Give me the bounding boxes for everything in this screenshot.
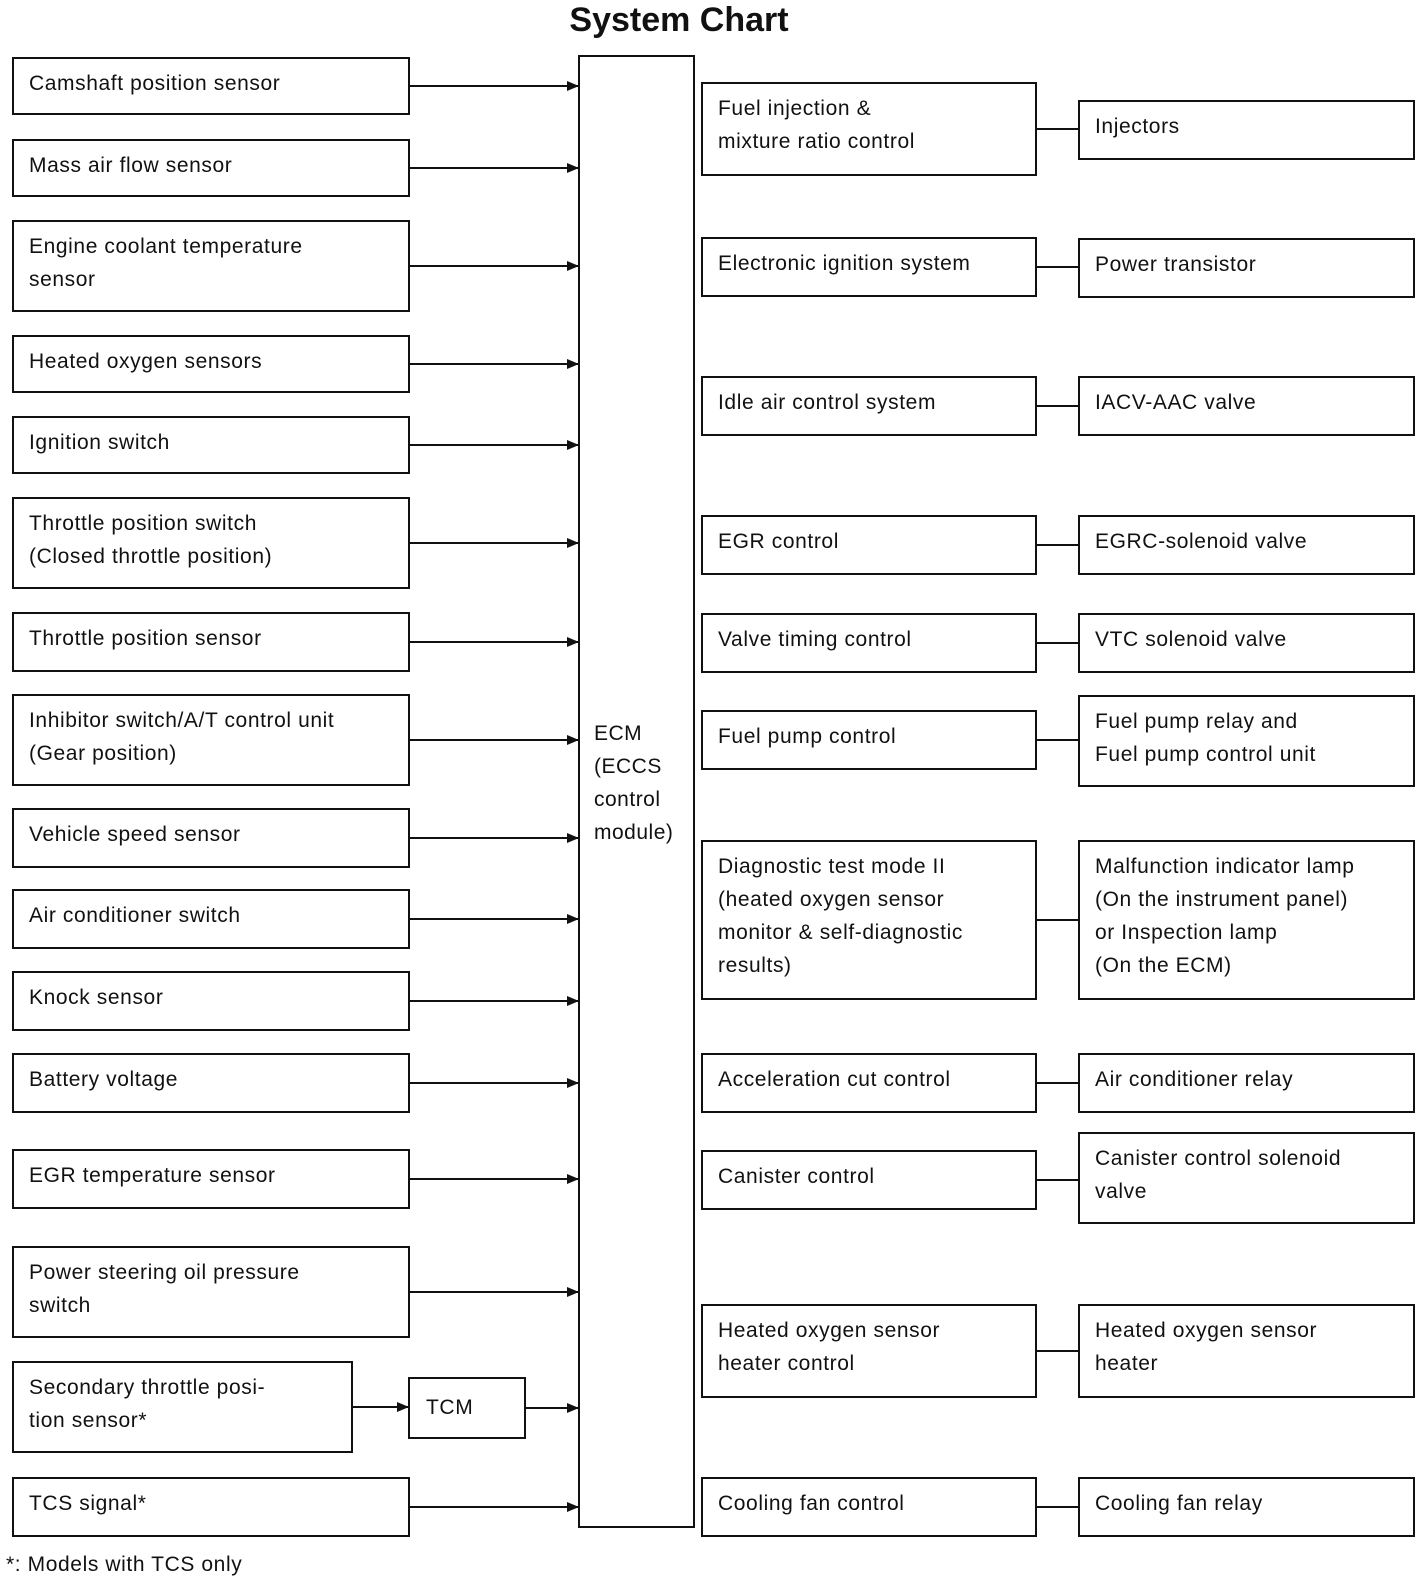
actuator-box-4 bbox=[1078, 515, 1415, 575]
actuator-box-11-label: Cooling fan relay bbox=[1095, 1492, 1263, 1515]
input-box-6-label: Throttle position switch (Closed throttle position) bbox=[29, 512, 273, 568]
control-box-11-label: Cooling fan control bbox=[718, 1492, 905, 1515]
control-box-5-label: Valve timing control bbox=[718, 628, 912, 651]
input-box-15-label: Secondary throttle posi- tion sensor* bbox=[29, 1376, 266, 1432]
actuator-box-6 bbox=[1078, 695, 1415, 787]
control-box-1-label: Fuel injection & mixture ratio control bbox=[718, 97, 915, 153]
actuator-box-6-label: Fuel pump relay and Fuel pump control unit bbox=[1095, 710, 1316, 766]
control-box-3-label: Idle air control system bbox=[718, 391, 937, 414]
control-box-5 bbox=[701, 613, 1037, 673]
input-box-8-label: Inhibitor switch/A/T control unit (Gear position) bbox=[29, 709, 335, 765]
control-box-8 bbox=[701, 1053, 1037, 1113]
input-box-7 bbox=[12, 612, 410, 672]
input-box-10 bbox=[12, 889, 410, 949]
input-box-4 bbox=[12, 335, 410, 393]
input-box-3 bbox=[12, 220, 410, 312]
actuator-box-8-label: Air conditioner relay bbox=[1095, 1068, 1294, 1091]
actuator-box-1 bbox=[1078, 100, 1415, 160]
input-box-14 bbox=[12, 1246, 410, 1338]
actuator-box-4-label: EGRC-solenoid valve bbox=[1095, 530, 1308, 553]
input-box-16-label: TCS signal* bbox=[29, 1492, 147, 1515]
actuator-box-5-label: VTC solenoid valve bbox=[1095, 628, 1287, 651]
input-box-5-label: Ignition switch bbox=[29, 431, 170, 454]
input-box-16 bbox=[12, 1477, 410, 1537]
tcm-box bbox=[408, 1377, 526, 1439]
input-box-14-label: Power steering oil pressure switch bbox=[29, 1261, 300, 1317]
control-box-1 bbox=[701, 82, 1037, 176]
actuator-box-3 bbox=[1078, 376, 1415, 436]
control-box-4-label: EGR control bbox=[718, 530, 839, 553]
actuator-box-8 bbox=[1078, 1053, 1415, 1113]
control-box-7 bbox=[701, 840, 1037, 1000]
control-box-11 bbox=[701, 1477, 1037, 1537]
control-box-3 bbox=[701, 376, 1037, 436]
actuator-box-7-label: Malfunction indicator lamp (On the instrument panel) or Inspection lamp (On the ECM) bbox=[1095, 855, 1355, 977]
input-box-12-label: Battery voltage bbox=[29, 1068, 179, 1091]
actuator-box-10-label: Heated oxygen sensor heater bbox=[1095, 1319, 1318, 1375]
tcm-box-label: TCM bbox=[426, 1396, 474, 1419]
actuator-box-2 bbox=[1078, 238, 1415, 298]
input-box-1 bbox=[12, 57, 410, 115]
input-box-12 bbox=[12, 1053, 410, 1113]
actuator-box-11 bbox=[1078, 1477, 1415, 1537]
control-box-9 bbox=[701, 1150, 1037, 1210]
actuator-box-9-label: Canister control solenoid valve bbox=[1095, 1147, 1342, 1203]
actuator-box-5 bbox=[1078, 613, 1415, 673]
ecm-label: ECM (ECCS control module) bbox=[594, 722, 674, 844]
input-box-1-label: Camshaft position sensor bbox=[29, 72, 281, 95]
input-box-4-label: Heated oxygen sensors bbox=[29, 350, 263, 373]
ecm-block bbox=[578, 55, 695, 1528]
page-title: System Chart bbox=[569, 1, 789, 39]
actuator-box-1-label: Injectors bbox=[1095, 115, 1180, 138]
control-box-2-label: Electronic ignition system bbox=[718, 252, 971, 275]
input-box-10-label: Air conditioner switch bbox=[29, 904, 241, 927]
input-box-2-label: Mass air flow sensor bbox=[29, 154, 233, 177]
actuator-box-3-label: IACV-AAC valve bbox=[1095, 391, 1257, 414]
input-box-8 bbox=[12, 694, 410, 786]
input-box-3-label: Engine coolant temperature sensor bbox=[29, 235, 303, 291]
input-box-5 bbox=[12, 416, 410, 474]
actuator-box-2-label: Power transistor bbox=[1095, 253, 1257, 276]
control-box-10-label: Heated oxygen sensor heater control bbox=[718, 1319, 941, 1375]
control-box-7-label: Diagnostic test mode II (heated oxygen sensor monitor & self-diagnostic results) bbox=[718, 855, 963, 977]
control-box-6-label: Fuel pump control bbox=[718, 725, 897, 748]
input-box-13-label: EGR temperature sensor bbox=[29, 1164, 276, 1187]
control-box-9-label: Canister control bbox=[718, 1165, 875, 1188]
footnote: *: Models with TCS only bbox=[6, 1553, 243, 1576]
control-box-8-label: Acceleration cut control bbox=[718, 1068, 951, 1091]
control-box-10 bbox=[701, 1304, 1037, 1398]
control-box-2 bbox=[701, 237, 1037, 297]
input-box-9 bbox=[12, 808, 410, 868]
input-box-15 bbox=[12, 1361, 353, 1453]
input-box-13 bbox=[12, 1149, 410, 1209]
control-box-4 bbox=[701, 515, 1037, 575]
input-box-6 bbox=[12, 497, 410, 589]
input-box-2 bbox=[12, 139, 410, 197]
actuator-box-10 bbox=[1078, 1304, 1415, 1398]
input-box-7-label: Throttle position sensor bbox=[29, 627, 262, 650]
control-box-6 bbox=[701, 710, 1037, 770]
input-box-11-label: Knock sensor bbox=[29, 986, 164, 1009]
actuator-box-9 bbox=[1078, 1132, 1415, 1224]
input-box-11 bbox=[12, 971, 410, 1031]
actuator-box-7 bbox=[1078, 840, 1415, 1000]
input-box-9-label: Vehicle speed sensor bbox=[29, 823, 241, 846]
